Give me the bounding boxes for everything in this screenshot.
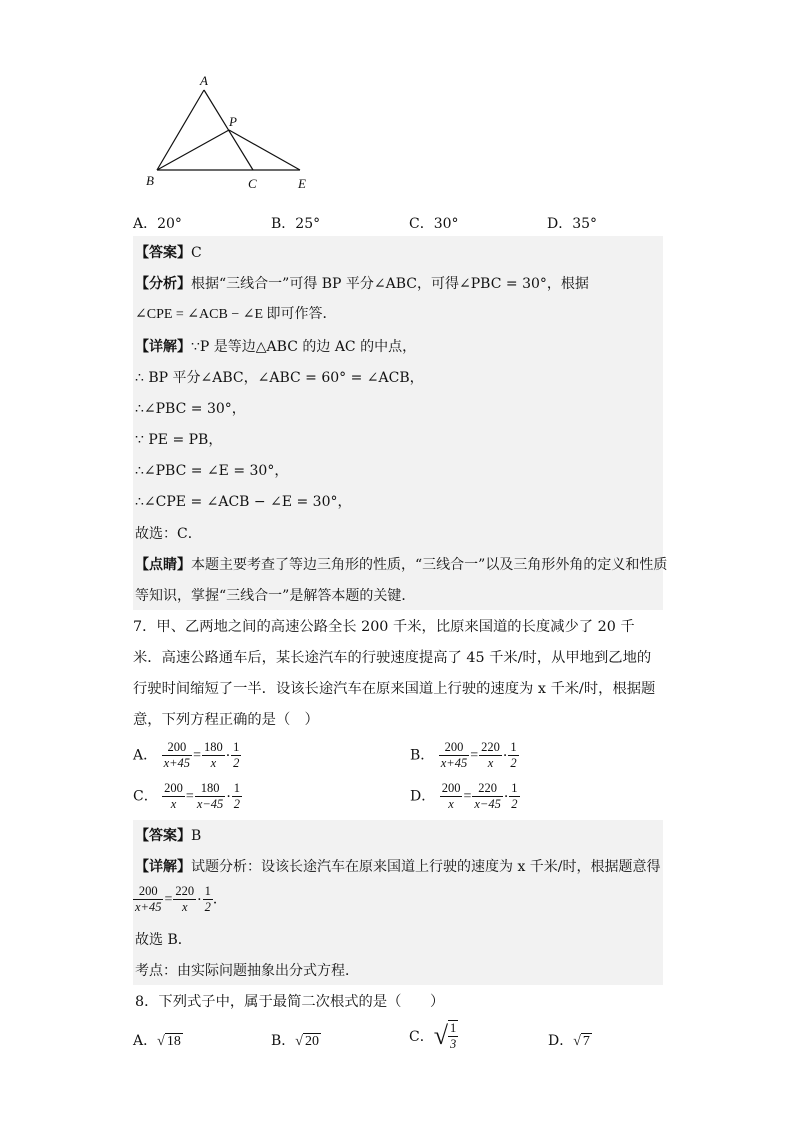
q7-option-d[interactable] <box>410 781 520 812</box>
answer-value: B <box>191 828 202 844</box>
radicand: 7 <box>582 1034 590 1049</box>
numerator: 220 <box>175 884 195 898</box>
option-letter: B． <box>271 1033 296 1049</box>
q6-options <box>133 213 673 235</box>
dot-sign: · <box>502 747 508 764</box>
figure-lines <box>157 90 300 170</box>
radicand: 18 <box>166 1034 181 1049</box>
sol7-detail-1 <box>135 857 661 877</box>
denominator: x+45 <box>163 756 191 770</box>
numerator: 180 <box>200 781 220 795</box>
option-letter: C． <box>409 1029 434 1045</box>
fraction <box>162 740 192 771</box>
option-letter: A． <box>133 1033 158 1049</box>
fraction <box>448 1020 458 1052</box>
analysis-tag: 【分析】 <box>135 276 191 292</box>
answer-tag: 【答案】 <box>135 828 191 844</box>
q6-option-a[interactable]: A．20° <box>133 216 182 232</box>
sol6-detail-4: ∵ PE = PB， <box>135 432 223 448</box>
q6-option-b[interactable]: B．25° <box>271 216 321 232</box>
option-letter: C． <box>133 788 158 805</box>
numerator: 220 <box>481 740 500 754</box>
fraction <box>439 740 469 771</box>
fraction <box>232 781 242 812</box>
fraction <box>195 781 225 812</box>
sol6-comment-2: 等知识，掌握“三线合一”是解答本题的关键． <box>135 588 416 604</box>
detail-tag: 【详解】 <box>135 859 191 875</box>
dot-sign: · <box>226 788 231 805</box>
denominator: x−45 <box>196 797 224 811</box>
sol6-detail-3: ∴∠PBC = 30°， <box>135 401 246 417</box>
q8-option-d[interactable] <box>548 1030 592 1050</box>
label-b: B <box>146 173 154 188</box>
sqrt-expression <box>573 1034 592 1050</box>
numerator: 1 <box>233 781 241 795</box>
denominator: 3 <box>450 1037 457 1051</box>
fraction <box>231 740 241 771</box>
detail-tag: 【详解】 <box>135 339 191 355</box>
sol6-choice: 故选：C． <box>135 526 202 542</box>
denominator: x <box>173 899 196 915</box>
numerator: 200 <box>441 781 461 795</box>
denominator: x−45 <box>474 797 501 811</box>
sqrt-sign: √ <box>157 1034 165 1049</box>
answer-value: C <box>191 245 202 261</box>
fraction <box>203 884 213 915</box>
option-letter: B． <box>410 747 435 764</box>
label-c: C <box>248 176 257 191</box>
sol7-equation <box>133 884 227 915</box>
sol6-analysis-1 <box>135 274 589 294</box>
numerator: 1 <box>233 740 240 754</box>
sol7-point: 考点：由实际问题抽象出分式方程． <box>135 963 359 979</box>
sqrt-expression <box>434 1020 459 1052</box>
label-e: E <box>298 176 306 191</box>
dot-sign: · <box>197 891 202 908</box>
dot-sign: · <box>225 747 231 764</box>
q8-option-b[interactable] <box>271 1030 321 1050</box>
denominator: 2 <box>233 756 240 770</box>
sol6-answer <box>135 243 202 263</box>
numerator: 180 <box>203 740 223 754</box>
fraction <box>509 781 519 812</box>
numerator: 200 <box>444 740 464 754</box>
denominator: x <box>479 755 502 771</box>
sqrt-expression <box>157 1034 183 1050</box>
q7-option-b[interactable] <box>410 740 519 771</box>
comment-text: 本题主要考查了等边三角形的性质，“三线合一”以及三角形外角的定义和性质 <box>191 557 668 573</box>
numerator: 200 <box>164 781 183 795</box>
option-letter: D． <box>548 1033 574 1049</box>
denominator: 2 <box>511 797 518 811</box>
sol6-detail-6: ∴∠CPE = ∠ACB − ∠E = 30°， <box>135 494 352 510</box>
fraction <box>162 781 185 812</box>
q8-option-a[interactable] <box>133 1030 183 1050</box>
fraction <box>472 781 502 812</box>
sol7-choice: 故选 B． <box>135 932 192 948</box>
sqrt-sign: √ <box>433 1021 448 1050</box>
detail-text: ∵P 是等边△ABC 的边 AC 的中点， <box>191 339 417 355</box>
q7-option-c[interactable] <box>133 781 242 812</box>
numerator: 1 <box>204 884 211 898</box>
period: ． <box>212 891 227 908</box>
denominator: x+45 <box>135 900 162 914</box>
numerator: 220 <box>478 781 497 795</box>
sol6-comment-1 <box>135 555 667 575</box>
question-7-stem: 7．甲、乙两地之间的高速公路全长 200 千米，比原来国道的长度减少了 20 千米．高速公路通车后，某长途汽车的行驶速度提高了 45 千米/时，从甲地到乙地的行驶时间缩短了一半．设该长途汽车在原来国道上行驶的速度为 x 千米/时，根据题意，下列方程正确的是（ ） <box>133 619 656 728</box>
sqrt-sign: √ <box>295 1034 303 1049</box>
denominator: 2 <box>233 797 241 811</box>
q6-option-c[interactable]: C．30° <box>409 216 459 232</box>
equals-sign: = <box>470 747 479 763</box>
denominator: 2 <box>204 900 211 914</box>
sol6-detail-5: ∴∠PBC = ∠E = 30°， <box>135 463 289 479</box>
equals-sign: = <box>164 891 173 907</box>
label-a: A <box>200 73 208 88</box>
numerator: 1 <box>510 740 517 754</box>
fraction <box>479 740 502 771</box>
detail-text: 试题分析：设该长途汽车在原来国道上行驶的速度为 x 千米/时，根据题意得 <box>191 859 661 875</box>
numerator: 200 <box>167 740 187 754</box>
segment-pe <box>229 130 300 170</box>
denominator: x <box>162 796 185 812</box>
answer-tag: 【答案】 <box>135 245 191 261</box>
fraction <box>440 781 463 812</box>
fraction <box>173 884 196 915</box>
dot-sign: · <box>503 788 509 805</box>
numerator: 200 <box>138 884 158 898</box>
denominator: x <box>440 796 463 812</box>
equals-sign: = <box>193 747 201 763</box>
option-letter: D． <box>410 788 436 805</box>
q7-option-a[interactable] <box>133 740 241 771</box>
fraction <box>133 884 163 915</box>
denominator: x+45 <box>440 756 468 770</box>
analysis-text: 根据“三线合一”可得 BP 平分∠ABC，可得∠PBC = 30°，根据 <box>191 276 589 292</box>
q8-option-c[interactable] <box>409 1020 458 1052</box>
equals-sign: = <box>463 788 472 804</box>
triangle-figure <box>140 72 330 202</box>
q6-option-d[interactable]: D．35° <box>547 216 598 232</box>
option-letter: A． <box>133 747 158 764</box>
sol6-detail-1 <box>135 337 416 357</box>
comment-tag: 【点睛】 <box>135 557 191 573</box>
label-p: P <box>229 114 237 129</box>
segment-ab <box>157 90 204 170</box>
sqrt-expression <box>295 1034 321 1050</box>
sol6-analysis-2: ∠CPE = ∠ACB − ∠E 即可作答． <box>135 307 337 322</box>
radicand: 20 <box>304 1034 319 1049</box>
question-8-stem: 8．下列式子中，属于最简二次根式的是（ ） <box>135 994 445 1010</box>
sqrt-sign: √ <box>573 1034 581 1049</box>
numerator: 1 <box>511 781 518 795</box>
denominator: 2 <box>510 756 517 770</box>
segment-bp <box>157 130 229 170</box>
sol6-detail-2: ∴ BP 平分∠ABC，∠ABC = 60° = ∠ACB， <box>135 370 424 386</box>
numerator: 1 <box>450 1021 457 1035</box>
sol7-answer <box>135 826 201 846</box>
fraction <box>508 740 518 771</box>
equals-sign: = <box>185 788 194 804</box>
fraction <box>202 740 225 771</box>
denominator: x <box>202 755 225 771</box>
